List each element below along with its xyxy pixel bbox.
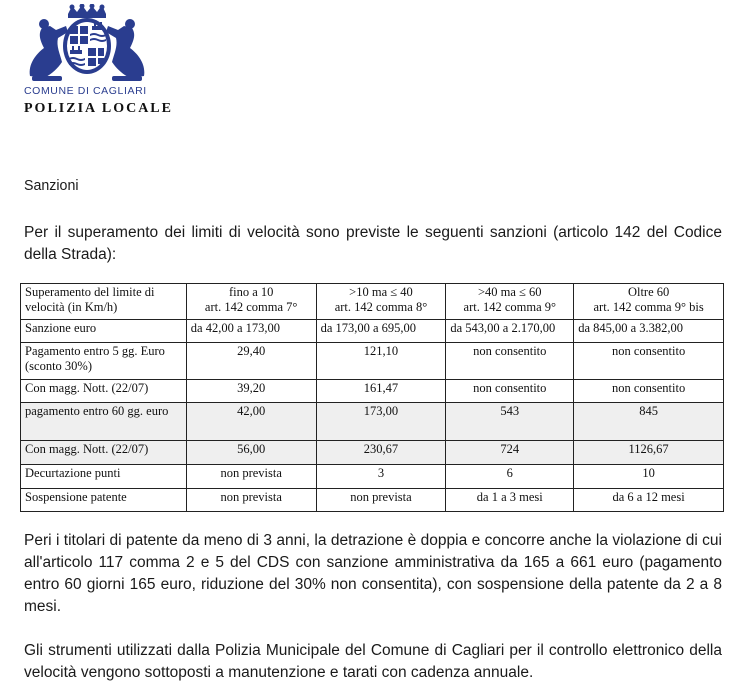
header-label: Superamento del limite di velocità (in Km/h) — [21, 284, 187, 320]
cell: da 1 a 3 mesi — [446, 489, 574, 512]
coat-of-arms-logo — [22, 4, 152, 89]
cell: 173,00 — [316, 403, 446, 441]
cell: 230,67 — [316, 441, 446, 465]
cell: non consentito — [574, 343, 724, 380]
header-article: art. 142 comma 9° — [463, 300, 557, 314]
cell: 161,47 — [316, 380, 446, 403]
section-heading: Sanzioni — [24, 178, 79, 194]
table-row — [21, 343, 724, 380]
row-label: Con magg. Nott. (22/07) — [21, 441, 187, 465]
table-row — [21, 465, 724, 489]
row-label: Sanzione euro — [21, 320, 187, 343]
table-header-row — [21, 284, 724, 320]
table-row — [21, 403, 724, 441]
header-col-3 — [446, 284, 574, 320]
cell: 29,40 — [186, 343, 316, 380]
cell: da 6 a 12 mesi — [574, 489, 724, 512]
row-label: Sospensione patente — [21, 489, 187, 512]
instruments-paragraph: Gli strumenti utilizzati dalla Polizia Municipale del Comune di Cagliari per il controllo elettronico della velocità vengono sottoposti a manutenzione e tarati con cadenza annuale. — [24, 642, 722, 681]
header-article: art. 142 comma 7° — [204, 300, 298, 314]
table-row — [21, 380, 724, 403]
header-range: >40 ma ≤ 60 — [477, 285, 542, 299]
cell: non prevista — [186, 489, 316, 512]
cell: 845 — [574, 403, 724, 441]
cell: 724 — [446, 441, 574, 465]
header-article: art. 142 comma 9° bis — [593, 300, 704, 314]
table-row — [21, 441, 724, 465]
row-label: pagamento entro 60 gg. euro — [21, 403, 187, 441]
header-col-4 — [574, 284, 724, 320]
intro-paragraph: Per il superamento dei limiti di velocità sono previste le seguenti sanzioni (articolo 142 del Codice della Strada): — [24, 224, 722, 263]
cell: 3 — [316, 465, 446, 489]
cell: non prevista — [316, 489, 446, 512]
cell: 6 — [446, 465, 574, 489]
header-col-1 — [186, 284, 316, 320]
cell: 10 — [574, 465, 724, 489]
cell: 56,00 — [186, 441, 316, 465]
logo-department-name: POLIZIA LOCALE — [24, 101, 173, 116]
header-article: art. 142 comma 8° — [334, 300, 428, 314]
cell: non consentito — [574, 380, 724, 403]
header-range: Oltre 60 — [627, 285, 670, 299]
cell: da 173,00 a 695,00 — [316, 320, 446, 343]
cell: non prevista — [186, 465, 316, 489]
cell: 42,00 — [186, 403, 316, 441]
cell: da 42,00 a 173,00 — [186, 320, 316, 343]
table-row — [21, 489, 724, 512]
cell: non consentito — [446, 343, 574, 380]
cell: 1126,67 — [574, 441, 724, 465]
cell: 121,10 — [316, 343, 446, 380]
cell: da 543,00 a 2.170,00 — [446, 320, 574, 343]
logo-city-name: COMUNE DI CAGLIARI — [24, 85, 147, 97]
new-drivers-paragraph: Peri i titolari di patente da meno di 3 anni, la detrazione è doppia e concorre anche la violazione di cui all'articolo 117 comma 2 e 5 del CDS con sanzione amministrativa da 165 a 661 euro (pagamento entro 60 giorni 165 euro, riduzione del 30% non consentita), con sospensione della patente da 2 a 8 mesi. — [24, 532, 722, 615]
cell: 543 — [446, 403, 574, 441]
header-range: >10 ma ≤ 40 — [349, 285, 413, 299]
row-label: Decurtazione punti — [21, 465, 187, 489]
coat-of-arms-icon — [22, 4, 152, 89]
cell: da 845,00 a 3.382,00 — [574, 320, 724, 343]
cell: 39,20 — [186, 380, 316, 403]
row-label: Pagamento entro 5 gg. Euro (sconto 30%) — [21, 343, 187, 380]
sanctions-table — [20, 283, 724, 512]
header-range: fino a 10 — [228, 285, 274, 299]
header-col-2 — [316, 284, 446, 320]
row-label: Con magg. Nott. (22/07) — [21, 380, 187, 403]
table-row — [21, 320, 724, 343]
cell: non consentito — [446, 380, 574, 403]
